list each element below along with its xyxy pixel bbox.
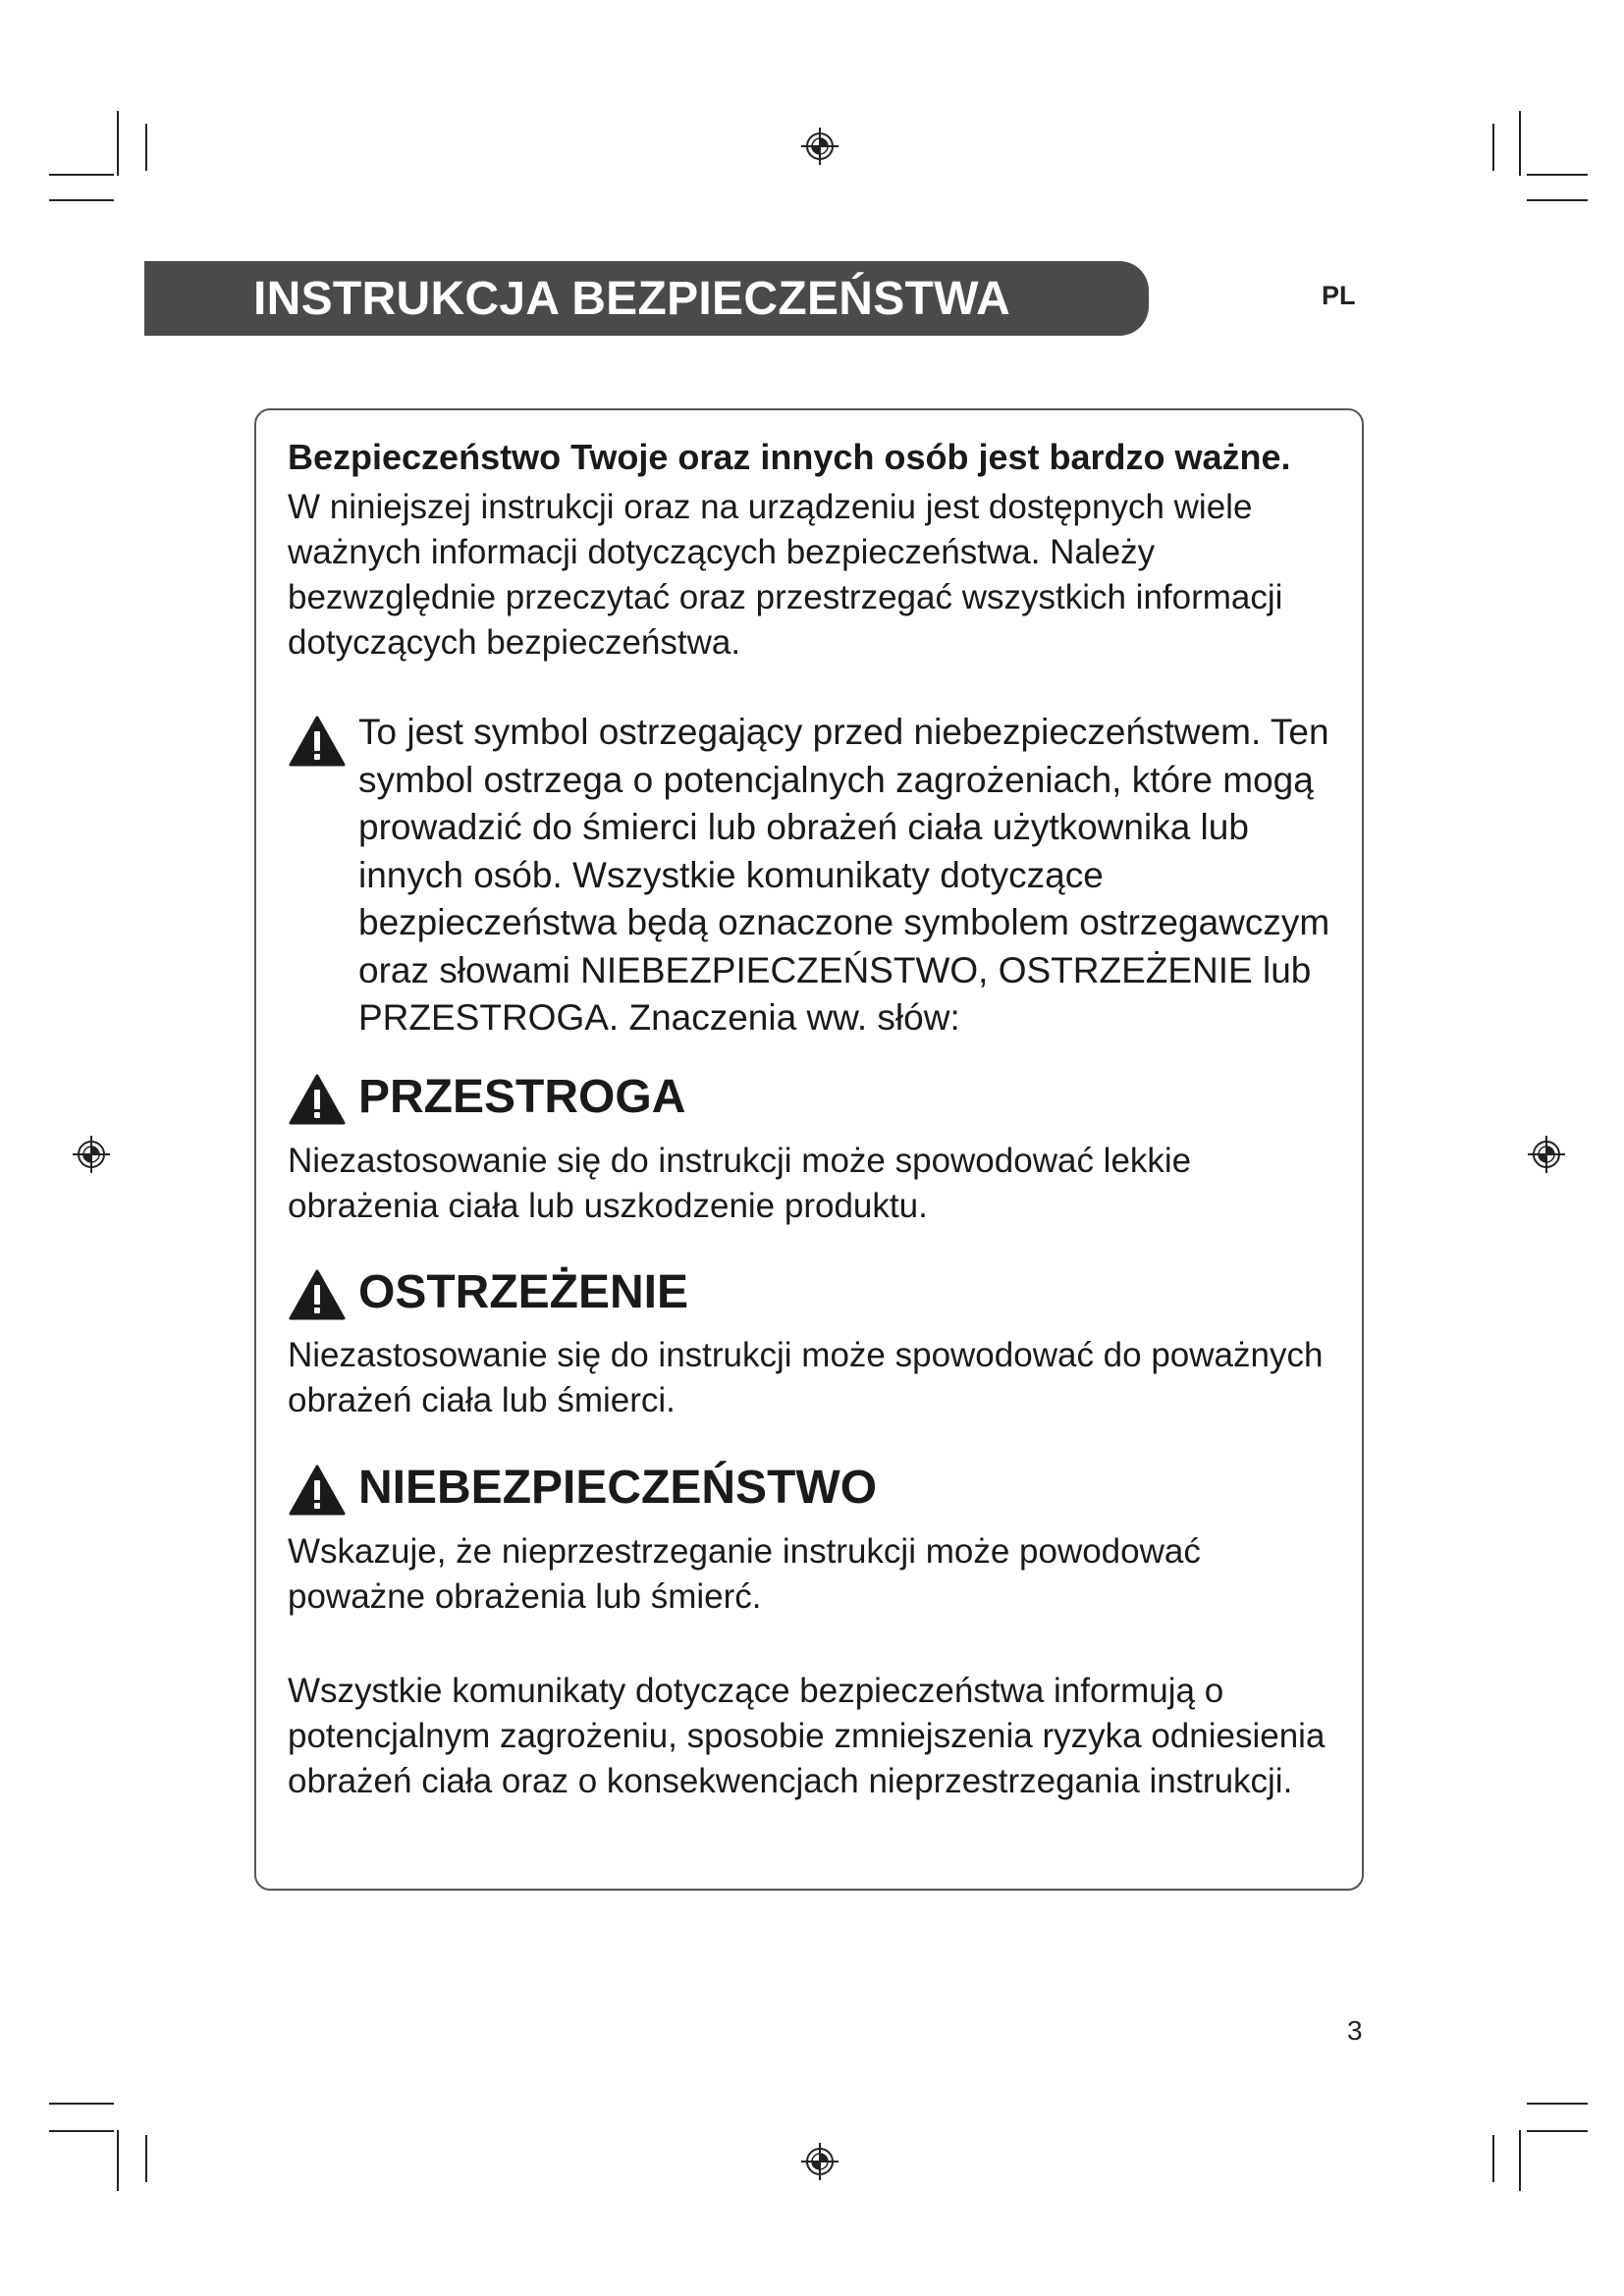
caution-heading: PRZESTROGA	[358, 1071, 686, 1123]
warning-triangle-icon	[288, 715, 347, 768]
caution-text: Niezastosowanie się do instrukcji może spowodować lekkie obrażenia ciała lub uszkodzenie produktu.	[288, 1142, 1192, 1225]
symbol-description: To jest symbol ostrzegający przed niebezpieczeństwem. Ten symbol ostrzega o potencjalnych zagrożeniach, które mogą prowadzić do śmierci lub obrażeń ciała użytkownika lub innych osób. Wszystkie komunikaty dotyczące bezpieczeństwa będą oznaczone symbolem ostrzegawczym oraz słowami NIEBEZPIECZEŃSTWO, OSTRZEŻENIE lub PRZESTROGA. Znaczenia ww. słów:	[358, 712, 1330, 1038]
registration-mark-icon	[72, 1135, 111, 1174]
danger-text: Wskazuje, że nieprzestrzeganie instrukcji może powodować poważne obrażenia lub śmierć.	[288, 1532, 1201, 1616]
danger-heading: NIEBEZPIECZEŃSTWO	[358, 1462, 878, 1514]
warning-triangle-icon	[288, 1073, 347, 1126]
warning-heading: OSTRZEŻENIE	[358, 1266, 689, 1318]
registration-mark-icon	[1527, 1135, 1566, 1174]
intro-text: W niniejszej instrukcji oraz na urządzeniu jest dostępnych wiele ważnych informacji dotyczących bezpieczeństwa. Należy bezwzględnie przeczytać oraz przestrzegać wszystkich informacji dotyczących bezpieczeństwa.	[288, 488, 1283, 662]
closing-text: Wszystkie komunikaty dotyczące bezpieczeństwa informują o potencjalnym zagrożeniu, sposobie zmniejszenia ryzyka odniesienia obrażeń ciała oraz o konsekwencjach nieprzestrzegania instrukcji.	[288, 1672, 1326, 1800]
warning-text: Niezastosowanie się do instrukcji może spowodować do poważnych obrażeń ciała lub śmierci.	[288, 1336, 1324, 1419]
registration-mark-icon	[800, 2142, 839, 2181]
intro-heading: Bezpieczeństwo Twoje oraz innych osób jest bardzo ważne.	[288, 437, 1291, 477]
warning-triangle-icon	[288, 1464, 347, 1517]
registration-mark-icon	[800, 127, 839, 166]
language-code: PL	[1322, 281, 1356, 310]
page-number: 3	[1347, 2015, 1363, 2046]
page-title: INSTRUKCJA BEZPIECZEŃSTWA	[253, 273, 1011, 325]
warning-triangle-icon	[288, 1268, 347, 1321]
